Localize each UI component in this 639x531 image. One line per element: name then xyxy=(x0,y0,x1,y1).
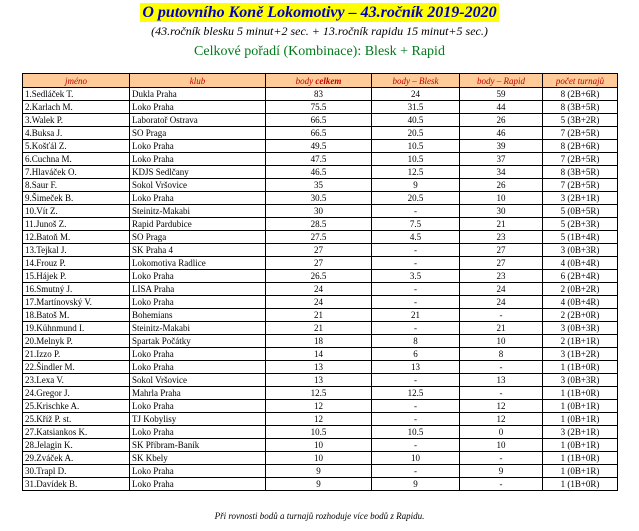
cell-club: Rapid Pardubice xyxy=(130,218,266,231)
cell-name: 3.Walek P. xyxy=(23,114,130,127)
cell-rapid: 10 xyxy=(460,192,543,205)
cell-tournaments: 8 (3B+5R) xyxy=(543,166,618,179)
cell-name: 25.Krischke A. xyxy=(23,400,130,413)
cell-name: 19.Kühnmund I. xyxy=(23,322,130,335)
cell-blesk: 6 xyxy=(372,348,460,361)
cell-total: 21 xyxy=(266,322,372,335)
cell-rapid: 23 xyxy=(460,270,543,283)
cell-tournaments: 3 (0B+3R) xyxy=(543,374,618,387)
cell-total: 24 xyxy=(266,296,372,309)
cell-rapid: - xyxy=(460,387,543,400)
cell-tournaments: 5 (2B+3R) xyxy=(543,218,618,231)
cell-blesk: - xyxy=(372,374,460,387)
standings-table xyxy=(22,73,618,491)
table-row xyxy=(23,452,618,465)
cell-tournaments: 3 (1B+2R) xyxy=(543,348,618,361)
table-row xyxy=(23,244,618,257)
table-row xyxy=(23,309,618,322)
cell-blesk: - xyxy=(372,413,460,426)
cell-rapid: 23 xyxy=(460,231,543,244)
cell-blesk: 31.5 xyxy=(372,101,460,114)
cell-tournaments: 4 (0B+4R) xyxy=(543,296,618,309)
cell-total: 75.5 xyxy=(266,101,372,114)
cell-blesk: 40.5 xyxy=(372,114,460,127)
cell-rapid: 27 xyxy=(460,257,543,270)
cell-name: 7.Hlaváček O. xyxy=(23,166,130,179)
table-row xyxy=(23,114,618,127)
cell-name: 20.Melnyk P. xyxy=(23,335,130,348)
cell-tournaments: 1 (1B+0R) xyxy=(543,361,618,374)
cell-name: 24.Gregor J. xyxy=(23,387,130,400)
cell-tournaments: 5 (1B+4R) xyxy=(543,231,618,244)
cell-total: 18 xyxy=(266,335,372,348)
cell-tournaments: 1 (1B+0R) xyxy=(543,452,618,465)
cell-rapid: 26 xyxy=(460,179,543,192)
cell-rapid: 10 xyxy=(460,439,543,452)
col-header-total-prefix: body xyxy=(295,75,316,86)
cell-club: Loko Praha xyxy=(130,400,266,413)
table-row xyxy=(23,140,618,153)
table-row xyxy=(23,101,618,114)
table-row xyxy=(23,179,618,192)
cell-total: 28.5 xyxy=(266,218,372,231)
table-row xyxy=(23,153,618,166)
cell-blesk: - xyxy=(372,322,460,335)
cell-club: Sokol Vršovice xyxy=(130,374,266,387)
cell-rapid: 34 xyxy=(460,166,543,179)
cell-club: TJ Kobylisy xyxy=(130,413,266,426)
cell-rapid: 0 xyxy=(460,426,543,439)
cell-total: 30.5 xyxy=(266,192,372,205)
col-header-total-bold: celkem xyxy=(315,75,342,86)
table-row xyxy=(23,127,618,140)
cell-blesk: - xyxy=(372,439,460,452)
cell-total: 26.5 xyxy=(266,270,372,283)
table-row xyxy=(23,88,618,101)
cell-name: 13.Tejkal J. xyxy=(23,244,130,257)
cell-tournaments: 6 (2B+4R) xyxy=(543,270,618,283)
cell-blesk: 10.5 xyxy=(372,426,460,439)
cell-tournaments: 1 (0B+1R) xyxy=(543,413,618,426)
cell-blesk: 3.5 xyxy=(372,270,460,283)
cell-blesk: - xyxy=(372,465,460,478)
table-row xyxy=(23,348,618,361)
col-header-club: klub xyxy=(130,74,266,88)
cell-rapid: 8 xyxy=(460,348,543,361)
cell-club: KDJS Sedlčany xyxy=(130,166,266,179)
table-body xyxy=(23,88,618,491)
cell-name: 15.Hájek P. xyxy=(23,270,130,283)
cell-name: 18.Batoš M. xyxy=(23,309,130,322)
cell-rapid: 37 xyxy=(460,153,543,166)
cell-rapid: 9 xyxy=(460,465,543,478)
cell-club: Sokol Vršovice xyxy=(130,179,266,192)
cell-tournaments: 7 (2B+5R) xyxy=(543,153,618,166)
cell-tournaments: 3 (2B+1R) xyxy=(543,192,618,205)
cell-total: 21 xyxy=(266,309,372,322)
cell-tournaments: 8 (3B+5R) xyxy=(543,101,618,114)
cell-total: 49.5 xyxy=(266,140,372,153)
cell-tournaments: 1 (0B+1R) xyxy=(543,439,618,452)
table-row xyxy=(23,374,618,387)
cell-rapid: 12 xyxy=(460,400,543,413)
cell-name: 31.Davídek B. xyxy=(23,478,130,491)
cell-name: 29.Zváček A. xyxy=(23,452,130,465)
cell-total: 66.5 xyxy=(266,127,372,140)
cell-club: Spartak Počátky xyxy=(130,335,266,348)
cell-rapid: 39 xyxy=(460,140,543,153)
cell-club: SO Praga xyxy=(130,127,266,140)
table-row xyxy=(23,231,618,244)
cell-club: Loko Praha xyxy=(130,465,266,478)
cell-name: 30.Trapl D. xyxy=(23,465,130,478)
cell-blesk: 12.5 xyxy=(372,166,460,179)
cell-blesk: 10.5 xyxy=(372,153,460,166)
cell-total: 13 xyxy=(266,374,372,387)
cell-blesk: - xyxy=(372,205,460,218)
cell-rapid: 13 xyxy=(460,374,543,387)
cell-tournaments: 1 (0B+1R) xyxy=(543,465,618,478)
cell-name: 9.Šimeček B. xyxy=(23,192,130,205)
cell-club: SO Praga xyxy=(130,231,266,244)
table-row xyxy=(23,192,618,205)
cell-blesk: 9 xyxy=(372,179,460,192)
cell-name: 25.Kříž P. st. xyxy=(23,413,130,426)
cell-tournaments: 2 (1B+1R) xyxy=(543,335,618,348)
col-header-blesk: body – Blesk xyxy=(372,74,460,88)
cell-club: Loko Praha xyxy=(130,348,266,361)
cell-rapid: 21 xyxy=(460,218,543,231)
cell-total: 12.5 xyxy=(266,387,372,400)
cell-tournaments: 8 (2B+6R) xyxy=(543,140,618,153)
cell-tournaments: 4 (0B+4R) xyxy=(543,257,618,270)
title-wrap xyxy=(0,3,639,23)
cell-name: 14.Frouz P. xyxy=(23,257,130,270)
cell-name: 22.Šindler M. xyxy=(23,361,130,374)
cell-club: Mahrla Praha xyxy=(130,387,266,400)
col-header-rapid: body – Rapid xyxy=(460,74,543,88)
table-header-row xyxy=(23,74,618,88)
cell-tournaments: 8 (2B+6R) xyxy=(543,88,618,101)
cell-rapid: - xyxy=(460,309,543,322)
cell-rapid: 30 xyxy=(460,205,543,218)
cell-name: 2.Karlach M. xyxy=(23,101,130,114)
cell-tournaments: 2 (0B+2R) xyxy=(543,283,618,296)
cell-name: 5.Košťál Z. xyxy=(23,140,130,153)
cell-rapid: 10 xyxy=(460,335,543,348)
standings-heading: Celkové pořadí (Kombinace): Blesk + Rapid xyxy=(194,44,445,59)
cell-total: 66.5 xyxy=(266,114,372,127)
cell-total: 12 xyxy=(266,413,372,426)
cell-club: Loko Praha xyxy=(130,361,266,374)
table-row xyxy=(23,218,618,231)
cell-club: Laboratoř Ostrava xyxy=(130,114,266,127)
cell-total: 47.5 xyxy=(266,153,372,166)
cell-tournaments: 7 (2B+5R) xyxy=(543,179,618,192)
cell-club: SK Příbram-Baník xyxy=(130,439,266,452)
col-header-total xyxy=(266,74,372,88)
cell-total: 9 xyxy=(266,478,372,491)
table-row xyxy=(23,426,618,439)
cell-blesk: 10 xyxy=(372,452,460,465)
cell-total: 30 xyxy=(266,205,372,218)
cell-total: 35 xyxy=(266,179,372,192)
cell-rapid: 26 xyxy=(460,114,543,127)
cell-blesk: 8 xyxy=(372,335,460,348)
cell-name: 4.Buksa J. xyxy=(23,127,130,140)
cell-tournaments: 2 (2B+0R) xyxy=(543,309,618,322)
cell-name: 12.Batoň M. xyxy=(23,231,130,244)
table-row xyxy=(23,465,618,478)
cell-total: 27 xyxy=(266,244,372,257)
cell-total: 14 xyxy=(266,348,372,361)
table-row xyxy=(23,400,618,413)
cell-club: LISA Praha xyxy=(130,283,266,296)
cell-total: 13 xyxy=(266,361,372,374)
table-row xyxy=(23,322,618,335)
cell-blesk: - xyxy=(372,244,460,257)
cell-blesk: - xyxy=(372,296,460,309)
cell-blesk: - xyxy=(372,400,460,413)
cell-club: Loko Praha xyxy=(130,153,266,166)
cell-blesk: 13 xyxy=(372,361,460,374)
cell-name: 8.Saur F. xyxy=(23,179,130,192)
cell-name: 16.Smutný J. xyxy=(23,283,130,296)
cell-name: 6.Cuchna M. xyxy=(23,153,130,166)
cell-tournaments: 3 (2B+1R) xyxy=(543,426,618,439)
cell-total: 12 xyxy=(266,400,372,413)
table-row xyxy=(23,205,618,218)
cell-blesk: 4.5 xyxy=(372,231,460,244)
cell-rapid: - xyxy=(460,478,543,491)
cell-blesk: 20.5 xyxy=(372,127,460,140)
cell-tournaments: 3 (0B+3R) xyxy=(543,244,618,257)
cell-blesk: 12.5 xyxy=(372,387,460,400)
cell-total: 27 xyxy=(266,257,372,270)
cell-tournaments: 5 (0B+5R) xyxy=(543,205,618,218)
cell-total: 10.5 xyxy=(266,426,372,439)
cell-club: Dukla Praha xyxy=(130,88,266,101)
cell-blesk: 21 xyxy=(372,309,460,322)
table-row xyxy=(23,439,618,452)
cell-blesk: - xyxy=(372,257,460,270)
cell-club: Loko Praha xyxy=(130,426,266,439)
cell-total: 9 xyxy=(266,465,372,478)
cell-name: 28.Jelagin K. xyxy=(23,439,130,452)
cell-blesk: 20.5 xyxy=(372,192,460,205)
cell-club: Lokomotiva Radlice xyxy=(130,257,266,270)
cell-rapid: 24 xyxy=(460,283,543,296)
cell-tournaments: 3 (0B+3R) xyxy=(543,322,618,335)
col-header-tournaments: počet turnajů xyxy=(543,74,618,88)
cell-club: Loko Praha xyxy=(130,192,266,205)
table-row xyxy=(23,283,618,296)
cell-club: Loko Praha xyxy=(130,296,266,309)
cell-club: Bohemians xyxy=(130,309,266,322)
cell-name: 21.Izzo P. xyxy=(23,348,130,361)
cell-total: 10 xyxy=(266,452,372,465)
cell-name: 17.Martínovský V. xyxy=(23,296,130,309)
table-row xyxy=(23,270,618,283)
cell-tournaments: 5 (3B+2R) xyxy=(543,114,618,127)
cell-club: SK Praha 4 xyxy=(130,244,266,257)
cell-tournaments: 1 (1B+0R) xyxy=(543,387,618,400)
cell-rapid: 59 xyxy=(460,88,543,101)
cell-blesk: 10.5 xyxy=(372,140,460,153)
cell-rapid: - xyxy=(460,452,543,465)
cell-blesk: - xyxy=(372,283,460,296)
cell-club: Steinitz-Makabi xyxy=(130,205,266,218)
page-title: O putovního Koně Lokomotivy – 43.ročník 2019-2020 xyxy=(142,4,497,21)
table-row xyxy=(23,413,618,426)
cell-tournaments: 1 (1B+0R) xyxy=(543,478,618,491)
cell-total: 24 xyxy=(266,283,372,296)
cell-rapid: 24 xyxy=(460,296,543,309)
cell-rapid: 46 xyxy=(460,127,543,140)
cell-tournaments: 1 (0B+1R) xyxy=(543,400,618,413)
footnote: Při rovnosti bodů a turnajů rozhoduje více bodů z Rapidu. xyxy=(214,511,425,521)
cell-name: 1.Sedláček T. xyxy=(23,88,130,101)
cell-club: Loko Praha xyxy=(130,478,266,491)
table-row xyxy=(23,478,618,491)
cell-name: 10.Vít Z. xyxy=(23,205,130,218)
cell-tournaments: 7 (2B+5R) xyxy=(543,127,618,140)
cell-total: 83 xyxy=(266,88,372,101)
table-row xyxy=(23,296,618,309)
cell-club: Loko Praha xyxy=(130,140,266,153)
cell-rapid: 12 xyxy=(460,413,543,426)
cell-rapid: 21 xyxy=(460,322,543,335)
subtitle: (43.ročník blesku 5 minut+2 sec. + 13.ročník rapidu 15 minut+5 sec.) xyxy=(151,24,488,38)
table-row xyxy=(23,257,618,270)
cell-rapid: 27 xyxy=(460,244,543,257)
cell-blesk: 7.5 xyxy=(372,218,460,231)
cell-name: 23.Lexa V. xyxy=(23,374,130,387)
cell-rapid: 44 xyxy=(460,101,543,114)
cell-total: 46.5 xyxy=(266,166,372,179)
table-row xyxy=(23,387,618,400)
cell-rapid: - xyxy=(460,361,543,374)
cell-name: 11.Junoš Z. xyxy=(23,218,130,231)
cell-blesk: 24 xyxy=(372,88,460,101)
cell-blesk: 9 xyxy=(372,478,460,491)
cell-total: 10 xyxy=(266,439,372,452)
cell-club: Loko Praha xyxy=(130,270,266,283)
cell-club: Loko Praha xyxy=(130,101,266,114)
cell-club: SK Kbely xyxy=(130,452,266,465)
table-row xyxy=(23,335,618,348)
cell-club: Steinitz-Makabi xyxy=(130,322,266,335)
cell-name: 27.Katsiankos K. xyxy=(23,426,130,439)
cell-total: 27.5 xyxy=(266,231,372,244)
col-header-name: jméno xyxy=(23,74,130,88)
table-row xyxy=(23,166,618,179)
table-row xyxy=(23,361,618,374)
